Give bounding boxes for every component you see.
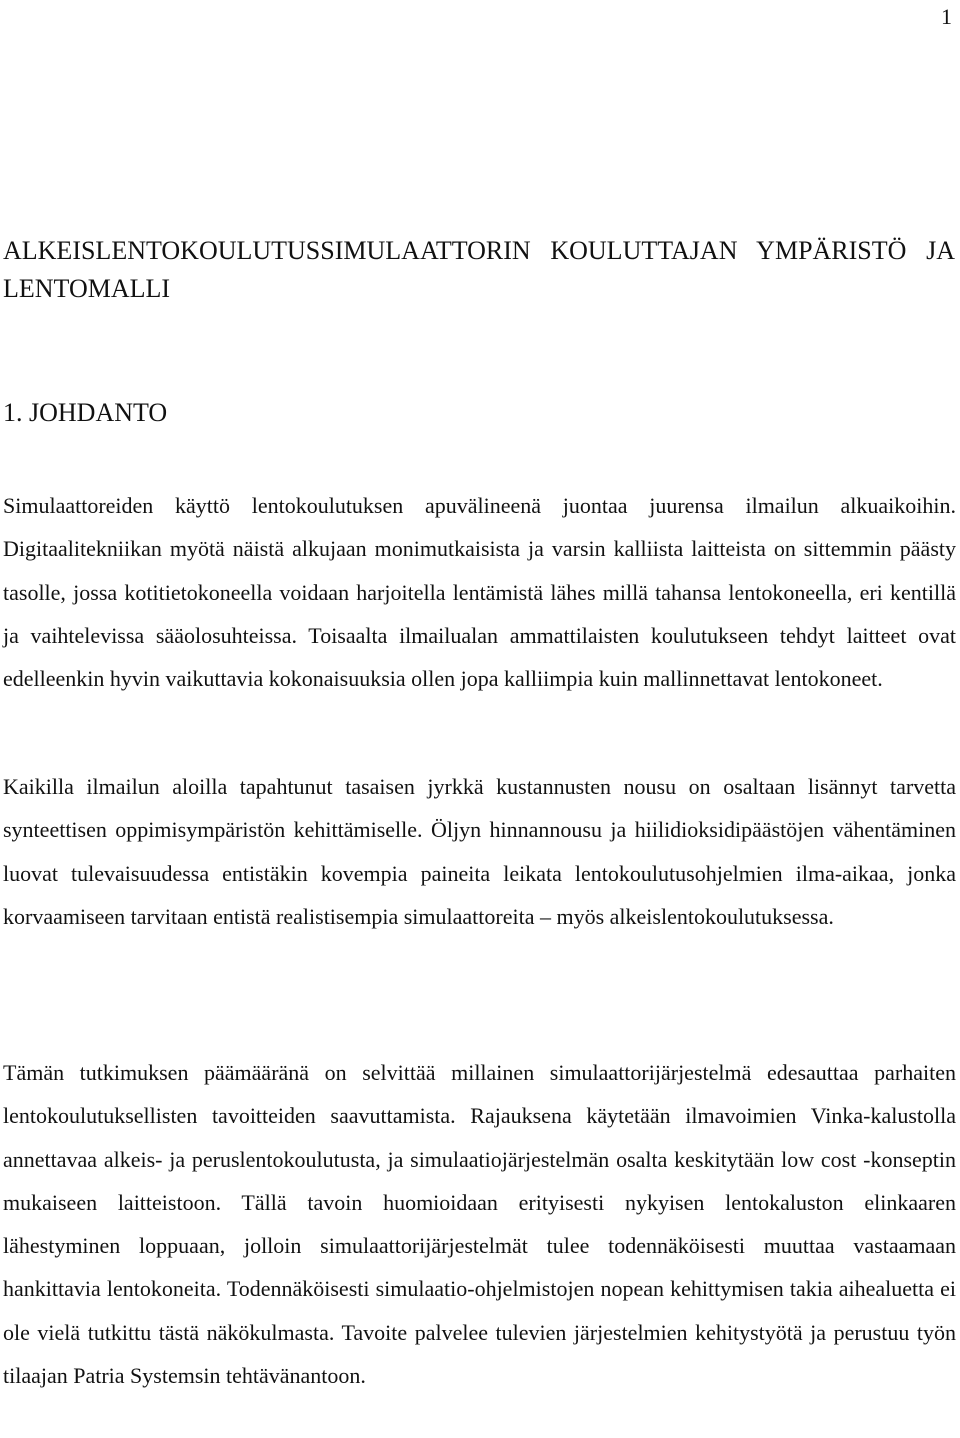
body-paragraph: Simulaattoreiden käyttö lentokoulutuksen apuvälineenä juontaa juurensa ilmailun alkuaikoihin. Digitaalitekniikan myötä näistä alkujaan monimutkaisista ja varsin kalliista laitteista on sittemmin päästy tasolle, jossa kotitietokoneella voidaan harjoitella lentämistä lähes millä tahansa lentokoneella, eri kentillä ja vaihtelevissa sääolosuhteissa. Toisaalta ilmailualan ammattilaisten koulutukseen tehdyt laitteet ovat edelleenkin hyvin vaikuttavia kokonaisuuksia ollen jopa kalliimpia kuin mallinnettavat lentokoneet. [3,493,956,692]
body-paragraph: Kaikilla ilmailun aloilla tapahtunut tasaisen jyrkkä kustannusten nousu on osaltaan lisännyt tarvetta synteettisen oppimisympäristön kehittämiselle. Öljyn hinnannousu ja hiilidioksidipäästöjen vähentäminen luovat tulevaisuudessa entistäkin kovempia paineita leikata lentokoulutusohjelmien ilma-aikaa, jonka korvaamiseen tarvitaan entistä realistisempia simulaattoreita – myös alkeislentokoulutuksessa. [3,774,956,929]
page-number: 1 [941,4,952,29]
body-paragraph: Tämän tutkimuksen päämääränä on selvittää millainen simulaattorijärjestelmä edesauttaa parhaiten lentokoulutuksellisten tavoitteiden saavuttamista. Rajauksena käytetään ilmavoimien Vinka-kalustolla annettavaa alkeis- ja peruslentokoulutusta, ja simulaatiojärjestelmän osalta keskitytään low cost -konseptin mukaiseen laitteistoon. Tällä tavoin huomioidaan erityisesti nykyisen lentokaluston elinkaaren lähestyminen loppuaan, jolloin simulaattorijärjestelmät tulee todennäköisesti muuttaa vastaamaan hankittavia lentokoneita. Todennäköisesti simulaatio-ohjelmistojen nopean kehittymisen takia aihealuetta ei ole vielä tutkittu tästä näkökulmasta. Tavoite palvelee tulevien järjestelmien kehitystyötä ja perustuu työn tilaajan Patria Systemsin tehtävänantoon. [3,1060,956,1389]
section-heading: 1. JOHDANTO [3,398,168,427]
document-title: ALKEISLENTOKOULUTUSSIMULAATTORIN KOULUTTAJAN YMPÄRISTÖ JA LENTOMALLI [3,236,955,303]
